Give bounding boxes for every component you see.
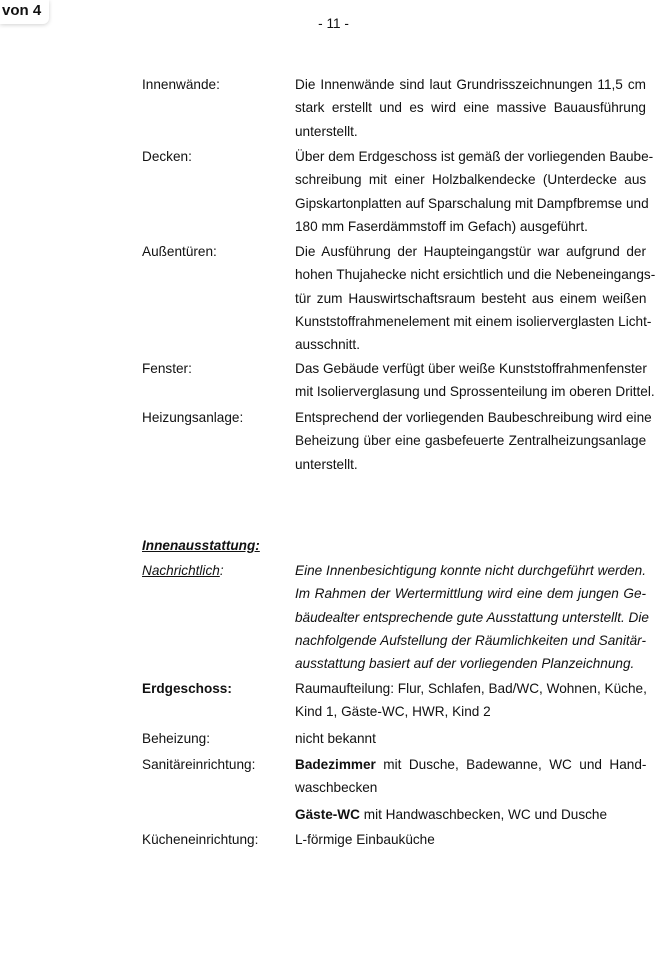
note-label-text: Nachrichtlich [142, 563, 220, 578]
text-line: bäudealter entsprechende gute Ausstattung unterstellt. Die [295, 609, 649, 625]
text-line: Über dem Erdgeschoss ist gemäß der vorliegenden Baube- [295, 149, 654, 164]
text-line: unterstellt. [295, 123, 358, 139]
text-line: Beheizung über eine gasbefeuerte Zentralheizungsanlage [295, 433, 647, 449]
text-line: Die Ausführung der Haupteingangstür war aufgrund der [295, 244, 647, 259]
text-line: Das Gebäude verfügt über weiße Kunststoffrahmenfenster [295, 361, 647, 376]
room-desc: mit Dusche, Badewanne, WC und Hand- [375, 757, 647, 772]
text-line: stark erstellt und es wird eine massive Bauausführung [295, 100, 646, 116]
page-number: - 11 - [318, 16, 349, 31]
label-beheizung: Beheizung: [142, 731, 211, 746]
label-kueche: Kücheneinrichtung: [142, 832, 259, 847]
room-name-badezimmer: Badezimmer [295, 757, 376, 772]
text-line: Raumaufteilung: Flur, Schlafen, Bad/WC, Wohnen, Küche, [295, 681, 647, 696]
text-erdgeschoss [295, 677, 646, 724]
label-decken: Decken: [142, 149, 192, 164]
label-aussentueren: Außentüren: [142, 244, 217, 259]
room-name-gaeste-wc: Gäste-WC [295, 806, 360, 822]
text-line: ausschnitt. [295, 337, 360, 353]
label-fenster: Fenster: [142, 361, 192, 376]
text-kueche [295, 828, 646, 851]
text-aussentueren [295, 240, 656, 356]
text-fenster [295, 357, 655, 404]
text-line [295, 803, 646, 826]
text-decken [295, 145, 654, 238]
label-erdgeschoss: Erdgeschoss: [142, 681, 232, 696]
label-innenwaende: Innenwände: [142, 77, 220, 92]
text-line: Kunststoffrahmenelement mit einem isolierverglasten Licht- [295, 313, 652, 329]
text-sanitaer [295, 753, 646, 826]
text-innenwaende [295, 73, 646, 143]
text-line: tür zum Hauswirtschaftsraum besteht aus einem weißen [295, 290, 647, 306]
room-desc: mit Handwaschbecken, WC und Dusche [359, 806, 608, 822]
section-heading-innenausstattung: Innenausstattung: [142, 538, 260, 553]
label-heizungsanlage: Heizungsanlage: [142, 410, 244, 425]
text-beheizung [295, 727, 646, 750]
page-count-badge: von 4 [0, 0, 49, 24]
note-label-colon: : [219, 563, 224, 578]
text-line [295, 753, 646, 776]
text-line: L-förmige Einbauküche [295, 832, 435, 847]
text-line: nicht bekannt [295, 731, 376, 746]
text-line: nachfolgende Aufstellung der Räumlichkeiten und Sanitär- [295, 632, 646, 648]
text-line: Gipskartonplatten auf Sparschalung mit Dampfbremse und [295, 195, 649, 211]
text-line: mit Isolierverglasung und Sprossenteilung im oberen Drittel. [295, 384, 655, 400]
text-line: Im Rahmen der Wertermittlung wird eine dem jungen Ge- [295, 586, 647, 602]
text-line: waschbecken [295, 780, 378, 796]
text-line: Eine Innenbesichtigung konnte nicht durchgeführt werden. [295, 563, 646, 578]
text-line: 180 mm Faserdämmstoff im Gefach) ausgeführt. [295, 218, 588, 234]
text-line: Kind 1, Gäste-WC, HWR, Kind 2 [295, 704, 491, 720]
text-line: ausstattung basiert auf der vorliegenden Planzeichnung. [295, 656, 635, 672]
text-line: Entsprechend der vorliegenden Baubeschreibung wird eine [295, 410, 652, 425]
text-line: unterstellt. [295, 456, 358, 472]
text-line: hohen Thujahecke nicht ersichtlich und die Nebeneingangs- [295, 267, 656, 283]
label-nachrichtlich [142, 559, 224, 582]
label-sanitaer: Sanitäreinrichtung: [142, 757, 256, 772]
text-line: Die Innenwände sind laut Grundrisszeichnungen 11,5 cm [295, 77, 646, 92]
text-nachrichtlich [295, 559, 649, 675]
text-line: schreibung mit einer Holzbalkendecke (Unterdecke aus [295, 172, 647, 188]
text-heizungsanlage [295, 406, 652, 476]
